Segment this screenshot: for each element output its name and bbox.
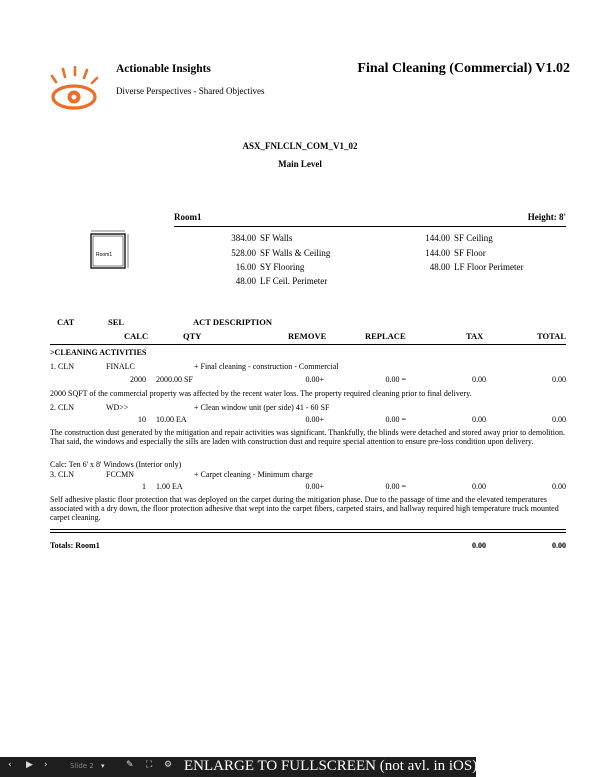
col-remove: REMOVE bbox=[288, 331, 327, 341]
item-calc: 1 bbox=[142, 482, 146, 491]
item-replace: 0.00 = bbox=[385, 375, 406, 384]
item-note: Self adhesive plastic floor protection that was deployed on the carpet during the mitigation phase. Due to the passage of time and the elevated temperatures associated with a dry down, the floor protection adhesive that wept into the carpet fibers, carpeted stairs, and hallway required high temperature truck mounted carpet cleaning. bbox=[50, 495, 559, 523]
item-qty: 10.00 EA bbox=[156, 415, 187, 424]
item-note: 2000 SQFT of the commercial property was affected by the recent water loss. The property required cleaning prior to final delivery. bbox=[50, 389, 472, 398]
estimate-code: ASX_FNLCLN_COM_V1_02 bbox=[242, 141, 358, 151]
meas-walls: 384.00 SF Walls bbox=[231, 233, 293, 243]
meas-floor: 144.00 SF Floor bbox=[425, 248, 486, 258]
meas-ceiling: 144.00 SF Ceiling bbox=[425, 233, 493, 243]
item-tax: 0.00 bbox=[472, 375, 486, 384]
gear-icon[interactable]: ⚙ bbox=[164, 760, 173, 770]
meas-flooring: 16.00 SY Flooring bbox=[235, 262, 305, 272]
item-cat: 1. CLN bbox=[50, 362, 74, 371]
item-cat: 3. CLN bbox=[50, 470, 74, 479]
level-name: Main Level bbox=[278, 159, 322, 169]
item-cat: 2. CLN bbox=[50, 403, 74, 412]
item-sel: FCCMN bbox=[106, 470, 135, 479]
col-tax: TAX bbox=[466, 331, 484, 341]
item-total: 0.00 bbox=[552, 375, 566, 384]
item-calc: 10 bbox=[138, 415, 146, 424]
item-calc: 2000 bbox=[130, 375, 146, 384]
item-total: 0.00 bbox=[552, 415, 566, 424]
room-name: Room1 bbox=[174, 212, 202, 222]
slide-selector[interactable]: Slide 2 bbox=[70, 762, 94, 770]
item-description: + Clean window unit (per side) 41 - 60 SF bbox=[194, 403, 330, 412]
col-act-description: ACT DESCRIPTION bbox=[193, 317, 272, 327]
col-qty: QTY bbox=[183, 331, 202, 341]
fullscreen-icon[interactable]: ⛶ bbox=[146, 760, 153, 770]
header-rule bbox=[50, 344, 566, 345]
item-description: + Final cleaning - construction - Commercial bbox=[194, 362, 339, 371]
col-sel: SEL bbox=[108, 317, 125, 327]
item-sel: WD>> bbox=[106, 403, 129, 412]
item-qty: 2000.00 SF bbox=[156, 375, 193, 384]
item-note: The construction dust generated by the mitigation and repair activities was significant. Thankfully, the blinds were detached and stored away prior to demolition. That said, the windows and especially the sills are laden with construction dust and require special attention to ensure pre-loss condition upon delivery. bbox=[50, 428, 565, 447]
item-remove: 0.00+ bbox=[305, 375, 324, 384]
totals-total: 0.00 bbox=[552, 541, 566, 550]
room-height: Height: 8' bbox=[527, 212, 566, 222]
item-tax: 0.00 bbox=[472, 415, 486, 424]
company-logo bbox=[46, 66, 102, 112]
first-slide-icon[interactable]: ‹ bbox=[8, 760, 12, 770]
chevron-down-icon[interactable]: ▾ bbox=[101, 762, 105, 770]
pen-icon[interactable]: ✎ bbox=[126, 760, 134, 770]
item-calc-note: Calc: Ten 6' x 8' Windows (Interior only) bbox=[50, 460, 182, 469]
meas-ceil-perimeter: 48.00 LF Ceil. Perimeter bbox=[235, 276, 328, 286]
room-sketch bbox=[84, 226, 134, 272]
next-slide-icon[interactable]: › bbox=[44, 760, 48, 770]
section-title: >CLEANING ACTIVITIES bbox=[50, 348, 147, 357]
item-remove: 0.00+ bbox=[305, 415, 324, 424]
document-title: Final Cleaning (Commercial) V1.02 bbox=[357, 61, 570, 76]
col-total: TOTAL bbox=[537, 331, 566, 341]
brand-tagline: Diverse Perspectives - Shared Objectives bbox=[116, 86, 265, 96]
item-replace: 0.00 = bbox=[385, 482, 406, 491]
room-sketch-label: Room1 bbox=[96, 252, 113, 258]
item-description: + Carpet cleaning - Minimum charge bbox=[194, 470, 313, 479]
brand-name: Actionable Insights bbox=[116, 63, 211, 75]
col-replace: REPLACE bbox=[365, 331, 406, 341]
meas-walls-ceiling: 528.00 SF Walls & Ceiling bbox=[231, 248, 331, 258]
col-cat: CAT bbox=[57, 317, 75, 327]
item-qty: 1.00 EA bbox=[156, 482, 183, 491]
viewer-toolbar bbox=[0, 757, 476, 777]
play-icon[interactable]: ▶ bbox=[26, 760, 33, 770]
meas-floor-perimeter: 48.00 LF Floor Perimeter bbox=[429, 262, 524, 272]
item-replace: 0.00 = bbox=[385, 415, 406, 424]
col-calc: CALC bbox=[124, 331, 149, 341]
room-divider bbox=[174, 226, 566, 227]
totals-rule-bottom bbox=[50, 532, 566, 533]
totals-tax: 0.00 bbox=[472, 541, 486, 550]
totals-rule-top bbox=[50, 529, 566, 530]
item-sel: FINALC bbox=[106, 362, 135, 371]
item-tax: 0.00 bbox=[472, 482, 486, 491]
item-remove: 0.00+ bbox=[305, 482, 324, 491]
fullscreen-button[interactable]: ENLARGE TO FULLSCREEN (not avl. in iOS) bbox=[184, 758, 478, 774]
totals-label: Totals: Room1 bbox=[50, 541, 100, 550]
item-total: 0.00 bbox=[552, 482, 566, 491]
